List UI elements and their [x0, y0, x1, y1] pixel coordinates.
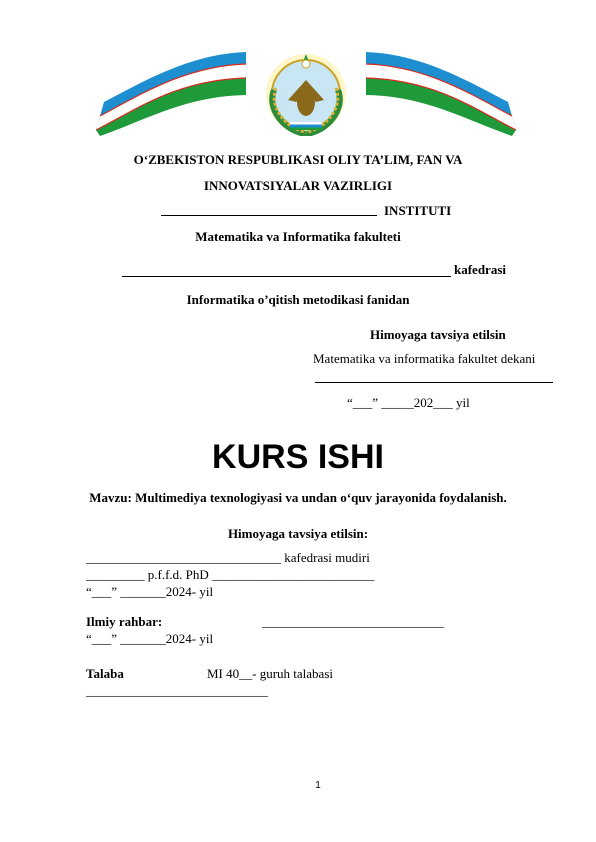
advisor-signature-line: ____________________________	[262, 614, 444, 629]
approval-title: Himoyaga tavsiya etilsin	[370, 327, 506, 342]
approval-bottom-title: Himoyaga tavsiya etilsin:	[227, 526, 369, 541]
topic-line: Mavzu: Multimediya texnologiyasi va undan o‘quv jarayonida foydalanish.	[89, 490, 507, 505]
institute-blank-line	[161, 215, 377, 216]
page-number: 1	[315, 780, 321, 791]
department-blank-line	[122, 276, 451, 277]
ministry-line2: INNOVATSIYALAR VAZIRLIGI	[203, 178, 393, 193]
document-title: KURS ISHI	[212, 438, 384, 476]
advisor-label: Ilmiy rahbar:	[86, 614, 163, 629]
approval-date-2: “___” _______2024- yil	[86, 631, 214, 646]
approval-date-1: “___” _______2024- yil	[86, 584, 214, 599]
emblem-banner	[96, 50, 516, 136]
student-group: MI 40__- guruh talabasi	[207, 666, 334, 681]
student-label: Talaba	[86, 666, 124, 681]
approval-date: “___” _____202___ yil	[347, 395, 470, 410]
uzbekistan-emblem-icon	[96, 50, 516, 136]
dean-label: Matematika va informatika fakultet dekani	[313, 351, 536, 366]
faculty-name: Matematika va Informatika fakulteti	[195, 229, 401, 244]
department-label: kafedrasi	[454, 262, 506, 277]
institute-label: INSTITUTI	[384, 203, 452, 218]
head-of-department-line: ______________________________ kafedrasi mudiri	[86, 550, 370, 565]
ministry-line1: O‘ZBEKISTON RESPUBLIKASI OLIY TA’LIM, FAN VA	[133, 152, 463, 167]
degree-line: _________ p.f.f.d. PhD _________________________	[86, 567, 375, 582]
dean-signature-line	[315, 382, 553, 383]
subject-line: Informatika o’qitish metodikasi fanidan	[186, 292, 410, 307]
student-signature-line: ____________________________	[86, 683, 268, 698]
